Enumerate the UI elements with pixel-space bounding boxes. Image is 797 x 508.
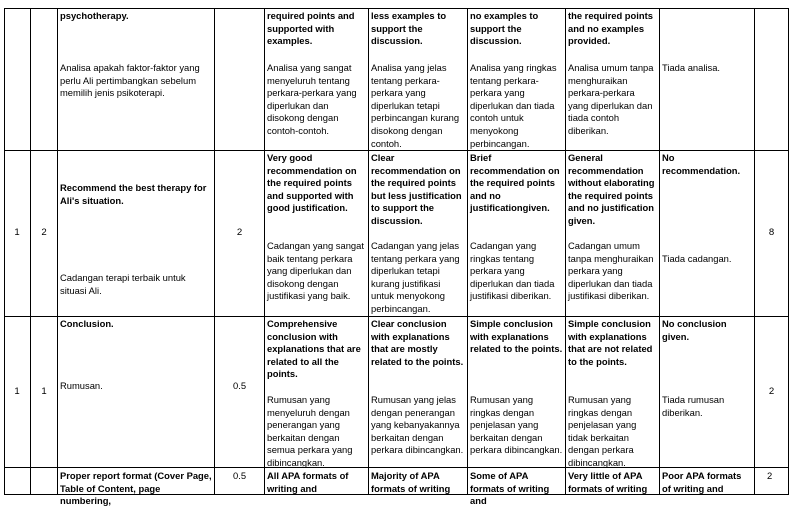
row-3-level-4: Very little of APA formats of writing <box>566 468 660 495</box>
row-3-total <box>755 468 789 495</box>
row-0-level-4-en: the required points and no examples provided. <box>568 10 653 47</box>
row-3-level-5: Poor APA formats of writing and <box>660 468 755 495</box>
row-0-level-3-ms: Analisa yang ringkas tentang perkara-perkara yang diperlukan dan tiada contoh untuk menyokong perbincangan. <box>470 62 557 149</box>
row-1-index-1: 1 <box>4 151 31 317</box>
row-1-level-4-en: General recommendation without elaborating the required points and no justification given. <box>568 152 655 226</box>
row-2-level-4 <box>566 317 660 468</box>
row-3-index-1 <box>4 468 31 495</box>
row-2-level-5-ms: Tiada rumusan diberikan. <box>662 394 725 418</box>
row-1-level-1-en: Very good recommendation on the required points and supported with good justification. <box>267 152 357 214</box>
row-0-level-5-ms: Tiada analisa. <box>662 62 721 73</box>
row-2-level-5 <box>660 317 755 468</box>
row-2-index-1: 1 <box>4 317 31 468</box>
row-3-level-2: Majority of APA formats of writing <box>369 468 468 495</box>
row-2-weight <box>215 317 265 468</box>
row-2-criterion <box>58 317 215 468</box>
row-1-level-4 <box>566 151 660 317</box>
row-1-criterion-ms: Cadangan terapi terbaik untuk situasi Ali. <box>60 272 186 296</box>
row-1-criterion-en: Recommend the best therapy for Ali's situation. <box>60 182 207 206</box>
row-1-level-3-en: Brief recommendation on the required points and no justificationgiven. <box>470 152 560 214</box>
row-2-level-2 <box>369 317 468 468</box>
row-1-level-5 <box>660 151 755 317</box>
row-1-index-2: 2 <box>31 151 58 317</box>
row-0-level-4 <box>566 8 660 151</box>
row-0-index-1 <box>4 8 31 151</box>
row-0-level-3 <box>468 8 566 151</box>
row-2-level-2-en: Clear conclusion with explanations that are mostly related to the points. <box>371 318 464 367</box>
row-1-level-5-ms: Tiada cadangan. <box>662 253 732 264</box>
row-2-criterion-en: Conclusion. <box>60 318 114 329</box>
row-2-weight-value: 0.5 <box>233 380 247 391</box>
row-2-level-4-en: Simple conclusion with explanations that are not related to the points. <box>568 318 653 367</box>
row-0-index-2 <box>31 8 58 151</box>
row-0-total <box>755 8 789 151</box>
row-2-level-2-ms: Rumusan yang jelas dengan penerangan yang kebanyakannya berkaitan dengan perkara dibincangkan. <box>371 394 464 456</box>
row-3-level-3: Some of APA formats of writing and <box>468 468 566 495</box>
row-3-weight <box>215 468 265 495</box>
row-1-level-2-ms: Cadangan yang jelas tentang perkara yang diperlukan tetapi kurang justifikasi untuk menyokong perbincangan. <box>371 240 460 314</box>
row-1-level-4-ms: Cadangan umum tanpa menghuraikan perkara yang diperlukan dan tiada justifikasi diberikan. <box>568 240 654 302</box>
row-2-level-3 <box>468 317 566 468</box>
row-1-total: 8 <box>755 151 789 317</box>
row-2-level-5-en: No conclusion given. <box>662 318 727 342</box>
row-0-level-2-ms: Analisa yang jelas tentang perkara-perkara yang diperlukan tetapi perbincangan kurang disokong dengan contoh. <box>371 62 460 149</box>
row-0-level-3-en: no examples to support the discussion. <box>470 10 539 47</box>
row-0-level-4-ms: Analisa umum tanpa menghuraikan perkara-perkara yang diperlukan dan tiada contoh diberikan. <box>568 62 654 136</box>
row-3-index-2 <box>31 468 58 495</box>
row-1-level-1-ms: Cadangan yang sangat baik tentang perkara yang diperlukan dan disokong dengan justifikasi yang baik. <box>267 240 364 302</box>
row-1-level-1 <box>265 151 369 317</box>
row-3-weight-value: 0.5 <box>233 470 247 481</box>
row-2-level-3-ms: Rumusan yang ringkas dengan penjelasan yang berkaitan dengan perkara dibincangkan. <box>470 394 563 456</box>
row-3-total-value: 2 <box>767 470 773 481</box>
row-0-level-1 <box>265 8 369 151</box>
row-0-level-5 <box>660 8 755 151</box>
row-0-weight <box>215 8 265 151</box>
row-2-index-2: 1 <box>31 317 58 468</box>
row-2-criterion-ms: Rumusan. <box>60 380 103 391</box>
row-1-criterion <box>58 151 215 317</box>
row-2-total: 2 <box>755 317 789 468</box>
row-3-level-1: All APA formats of writing and <box>265 468 369 495</box>
row-2-level-3-en: Simple conclusion with explanations related to the points. <box>470 318 563 355</box>
row-1-level-5-en: No recommendation. <box>662 152 741 176</box>
row-1-level-3 <box>468 151 566 317</box>
row-3-criterion: Proper report format (Cover Page, Table of Content, page numbering, <box>58 468 215 495</box>
row-2-level-4-ms: Rumusan yang ringkas dengan penjelasan yang tidak berkaitan dengan perkara dibincangkan. <box>568 394 637 468</box>
row-2-level-1-ms: Rumusan yang menyeluruh dengan penerangan yang berkaitan dengan semua perkara yang dibincangkan. <box>267 394 353 468</box>
row-1-level-3-ms: Cadangan yang ringkas tentang perkara yang diperlukan dan tiada justifikasi diberikan. <box>470 240 555 302</box>
row-0-level-1-en: required points and supported with examples. <box>267 10 355 47</box>
row-0-level-1-ms: Analisa yang sangat menyeluruh tentang perkara-perkara yang diperlukan dan disokong dengan contoh-contoh. <box>267 62 357 136</box>
row-2-level-1-en: Comprehensive conclusion with explanations that are related to all the points. <box>267 318 361 380</box>
row-1-level-2-en: Clear recommendation on the required points but less justification to support the discussion. <box>371 152 462 226</box>
row-0-criterion <box>58 8 215 151</box>
row-2-level-1 <box>265 317 369 468</box>
row-0-criterion-ms: Analisa apakah faktor-faktor yang perlu Ali pertimbangkan sebelum memilih jenis psikoterapi. <box>60 62 200 99</box>
row-0-criterion-en: psychotherapy. <box>60 10 129 21</box>
row-0-level-2 <box>369 8 468 151</box>
row-0-level-2-en: less examples to support the discussion. <box>371 10 447 47</box>
row-1-weight: 2 <box>215 151 265 317</box>
row-1-level-2 <box>369 151 468 317</box>
